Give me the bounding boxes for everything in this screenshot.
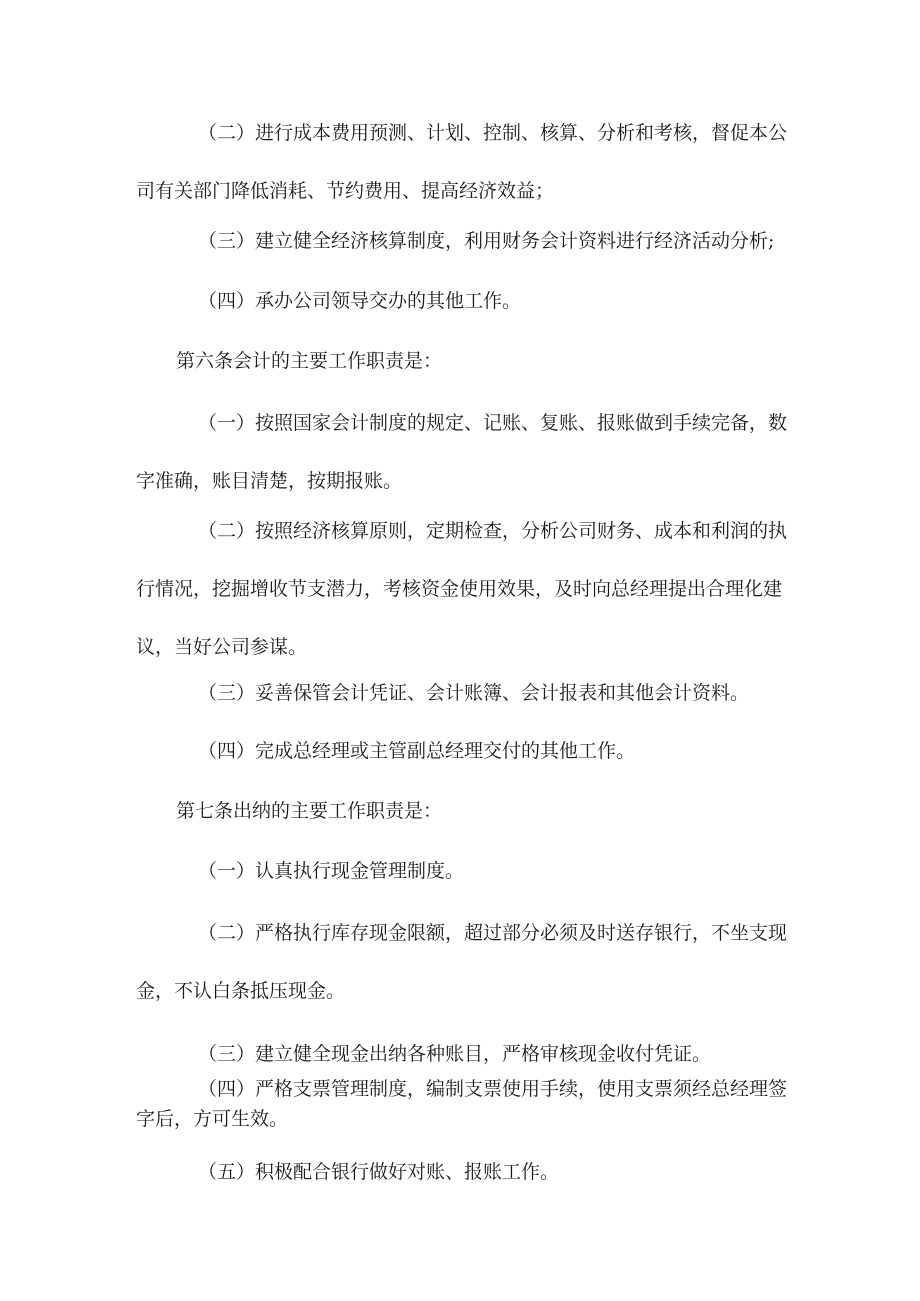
paragraph-cash-management: （一）认真执行现金管理制度。 [198, 860, 465, 882]
paragraph-accounting-system: （三）建立健全经济核算制度，利用财务会计资料进行经济活动分析; [198, 230, 775, 252]
article-seven-heading: 第七条出纳的主要工作职责是： [176, 800, 443, 822]
article-six-heading: 第六条会计的主要工作职责是： [176, 350, 443, 372]
paragraph-cash-limit: （二）严格执行库存现金限额，超过部分必须及时送存银行，不坐支现金，不认白条抵压现金。 [136, 922, 788, 1002]
paragraph-keep-records: （三）妥善保管会计凭证、会计账簿、会计报表和其他会计资料。 [198, 682, 750, 704]
paragraph-economic-check: （二）按照经济核算原则，定期检查，分析公司财务、成本和利润的执行情况，挖掘增收节支潜力，考核资金使用效果，及时向总经理提出合理化建议，当好公司参谋。 [136, 520, 788, 658]
paragraph-bookkeeping: （一）按照国家会计制度的规定、记账、复账、报账做到手续完备，数字准确，账目清楚，按期报账。 [136, 412, 788, 492]
paragraph-bank-reconciliation: （五）积极配合银行做好对账、报账工作。 [198, 1161, 560, 1183]
paragraph-assigned-tasks: （四）完成总经理或主管副总经理交付的其他工作。 [198, 740, 636, 762]
paragraph-cost-control: （二）进行成本费用预测、计划、控制、核算、分析和考核，督促本公司有关部门降低消耗、节约费用、提高经济效益； [136, 122, 788, 202]
paragraph-check-management: （四）严格支票管理制度，编制支票使用手续，使用支票须经总经理签字后，方可生效。 [136, 1078, 788, 1130]
paragraph-other-work: （四）承办公司领导交办的其他工作。 [198, 290, 522, 312]
paragraph-cash-accounts: （三）建立健全现金出纳各种账目，严格审核现金收付凭证。 [198, 1043, 712, 1065]
